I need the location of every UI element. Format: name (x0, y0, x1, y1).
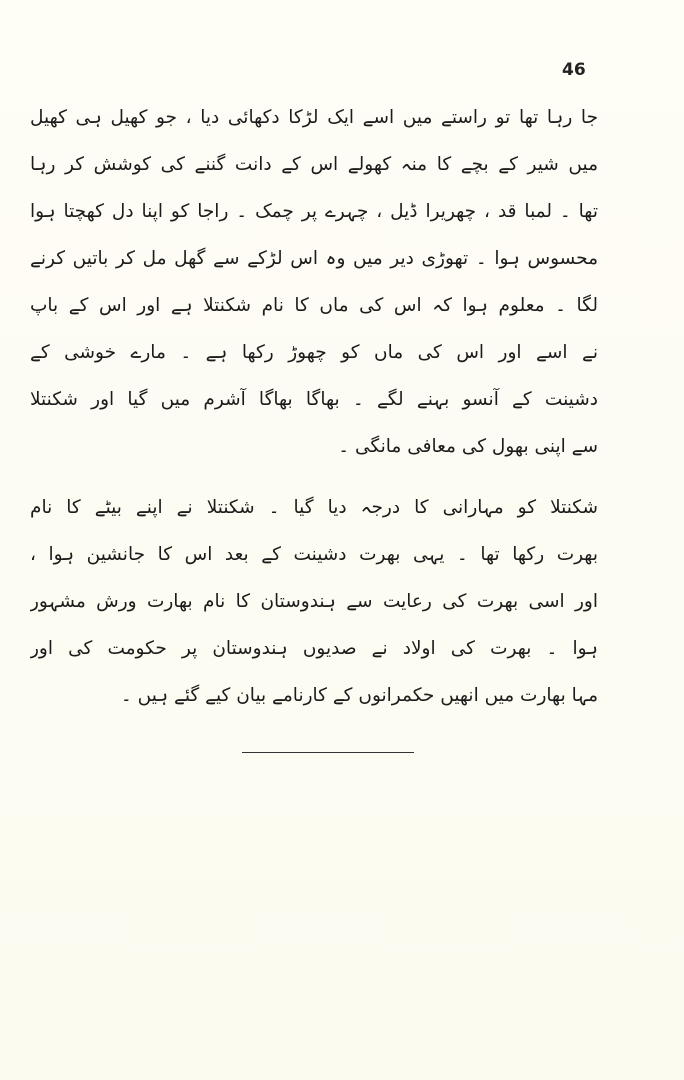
paragraph-2 (30, 484, 598, 719)
text-line: سے اپنی بھول کی معافی مانگی ۔ (338, 436, 598, 457)
text-line: دشینت کے آنسو بہنے لگے ۔ بھاگا بھاگا آشرم میں گیا اور شکنتلا (30, 389, 598, 410)
text-line: محسوس ہوا ۔ تھوڑی دیر میں وہ اس لڑکے سے گھل مل کر باتیں کرنے (30, 248, 598, 269)
text-line: جا رہا تھا تو راستے میں اسے ایک لڑکا دکھائی دیا ، جو کھیل ہی کھیل (30, 107, 598, 128)
text-line: بھرت رکھا تھا ۔ یہی بھرت دشینت کے بعد اس کا جانشین ہوا ، (30, 544, 598, 565)
text-line: میں شیر کے بچے کا منہ کھولے اس کے دانت گننے کی کوشش کر رہا (30, 154, 598, 175)
paragraph-1 (30, 94, 598, 470)
page-number: 46 (562, 60, 586, 80)
text-line: مہا بھارت میں انھیں حکمرانوں کے کارنامے بیان کیے گئے ہیں ۔ (120, 685, 598, 706)
text-line: شکنتلا کو مہارانی کا درجہ دیا گیا ۔ شکنتلا نے اپنے بیٹے کا نام (30, 497, 598, 518)
text-line: نے اسے اور اس کی ماں کو چھوڑ رکھا ہے ۔ مارے خوشی کے (30, 342, 598, 363)
text-line: اور اسی بھرت کی رعایت سے ہندوستان کا نام بھارت ورش مشہور (30, 591, 598, 612)
text-line: لگا ۔ معلوم ہوا کہ اس کی ماں کا نام شکنتلا ہے اور اس کے باپ (30, 295, 598, 316)
section-divider (242, 752, 414, 753)
text-line: تھا ۔ لمبا قد ، چھریرا ڈیل ، چہرے پر چمک ۔ راجا کو اپنا دل کھچتا ہوا (30, 201, 598, 222)
text-line: ہوا ۔ بھرت کی اولاد نے صدیوں ہندوستان پر حکومت کی اور (30, 638, 598, 659)
